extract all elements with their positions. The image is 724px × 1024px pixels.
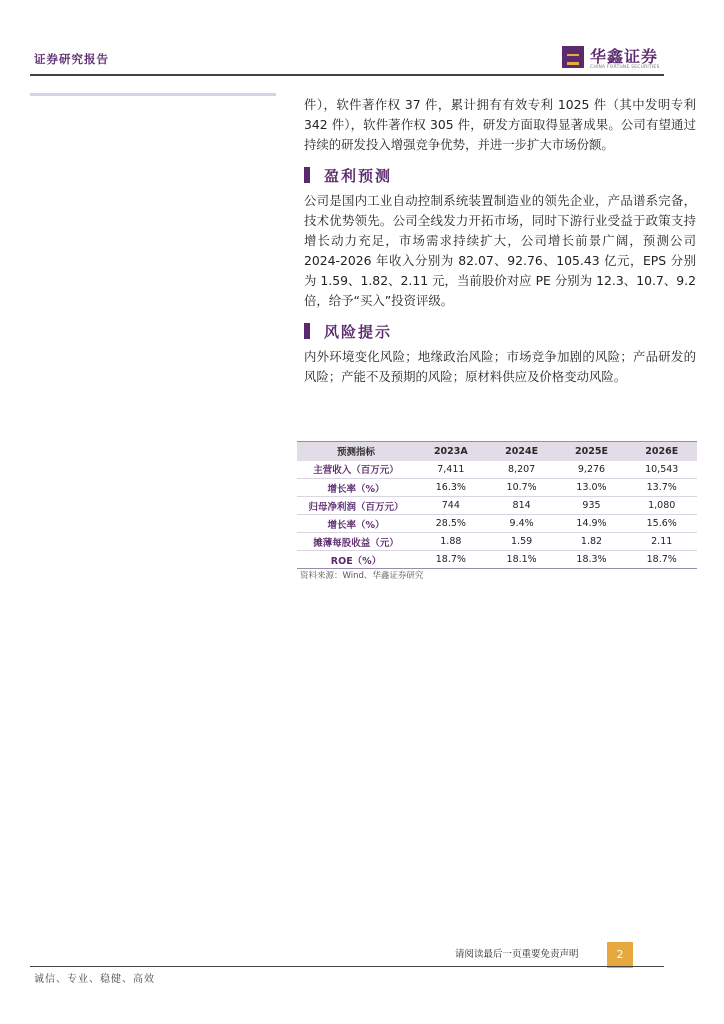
risk-paragraph: 内外环境变化风险；地缘政治风险；市场竞争加剧的风险；产品研发的风险；产能不及预期的风险；原材料供应及价格变动风险。 xyxy=(304,349,696,384)
table-cell: 28.5% xyxy=(415,515,487,533)
forecast-paragraph: 公司是国内工业自动控制系统装置制造业的领先企业，产品谱系完备，技术优势领先。公司全线发力开拓市场，同时下游行业受益于政策支持增长动力充足，市场需求持续扩大，公司增长前景广阔，预测公司 2024-2026 年收入分别为 82.07、92.76、105.43 亿元，EPS 分别为 1.59、1.82、2.11 元，当前股价对应 PE 分别为 12.3、10.7、9.2 倍，给予“买入”投资评级。 xyxy=(304,193,696,308)
table-header-cell: 2026E xyxy=(626,442,697,461)
intro-paragraph: 件），软件著作权 37 件，累计拥有有效专利 1025 件（其中发明专利 342 件），软件著作权 305 件，研发方面取得显著成果。公司有望通过持续的研发投入增强竞争优势，并进一步扩大市场份额。 xyxy=(304,97,696,152)
forecast-section-title: 盈利预测 xyxy=(324,166,393,185)
logo-name-cn: 华鑫证券 xyxy=(590,47,659,66)
table-row xyxy=(297,461,697,479)
risk-section-heading xyxy=(304,319,696,343)
row-label: 主营收入（百万元） xyxy=(297,461,415,479)
table-cell: 18.3% xyxy=(557,551,627,569)
table-cell: 744 xyxy=(415,497,487,515)
table-cell: 814 xyxy=(487,497,557,515)
row-label: 摊薄每股收益（元） xyxy=(297,533,415,551)
table-cell: 1.88 xyxy=(415,533,487,551)
table-cell: 1,080 xyxy=(626,497,697,515)
company-motto: 诚信、专业、稳健、高效 xyxy=(34,974,155,985)
report-type-label: 证券研究报告 xyxy=(34,52,109,66)
row-label: 增长率（%） xyxy=(297,479,415,497)
table-cell: 8,207 xyxy=(487,461,557,479)
page-number: 2 xyxy=(607,942,633,968)
disclaimer-note[interactable]: 请阅读最后一页重要免责声明 xyxy=(455,949,579,960)
risk-section-title: 风险提示 xyxy=(324,322,393,341)
table-cell: 13.7% xyxy=(626,479,697,497)
table-header-cell: 2023A xyxy=(415,442,487,461)
table-cell: 9.4% xyxy=(487,515,557,533)
table-header-cell: 预测指标 xyxy=(297,442,415,461)
forecast-section-heading xyxy=(304,163,696,187)
row-label: ROE（%） xyxy=(297,551,415,569)
table-cell: 1.59 xyxy=(487,533,557,551)
company-logo xyxy=(562,44,692,74)
table-row xyxy=(297,497,697,515)
table-cell: 1.82 xyxy=(557,533,627,551)
table-header-row xyxy=(297,442,697,461)
sidebar-rule xyxy=(30,93,276,96)
table-cell: 13.0% xyxy=(557,479,627,497)
table-header-cell: 2024E xyxy=(487,442,557,461)
table-row xyxy=(297,479,697,497)
row-label: 增长率（%） xyxy=(297,515,415,533)
table-row xyxy=(297,533,697,551)
table-cell: 9,276 xyxy=(557,461,627,479)
table-cell: 18.7% xyxy=(626,551,697,569)
table-cell: 18.7% xyxy=(415,551,487,569)
logo-name-en: CHINA FORTUNE SECURITIES xyxy=(590,65,660,70)
table-cell: 15.6% xyxy=(626,515,697,533)
table-cell: 18.1% xyxy=(487,551,557,569)
footer-divider xyxy=(30,966,664,967)
table-row xyxy=(297,515,697,533)
section-marker xyxy=(304,323,310,339)
table-cell: 935 xyxy=(557,497,627,515)
header-divider xyxy=(30,74,664,76)
section-marker xyxy=(304,167,310,183)
table-cell: 7,411 xyxy=(415,461,487,479)
table-cell: 2.11 xyxy=(626,533,697,551)
forecast-table xyxy=(297,441,697,569)
table-row xyxy=(297,551,697,569)
table-cell: 16.3% xyxy=(415,479,487,497)
table-cell: 10.7% xyxy=(487,479,557,497)
main-content xyxy=(304,95,696,387)
table-cell: 10,543 xyxy=(626,461,697,479)
table-header-cell: 2025E xyxy=(557,442,627,461)
table-cell: 14.9% xyxy=(557,515,627,533)
logo-mark-icon xyxy=(562,46,584,68)
row-label: 归母净利润（百万元） xyxy=(297,497,415,515)
table-source-note: 资料来源：Wind、华鑫证券研究 xyxy=(300,571,424,581)
